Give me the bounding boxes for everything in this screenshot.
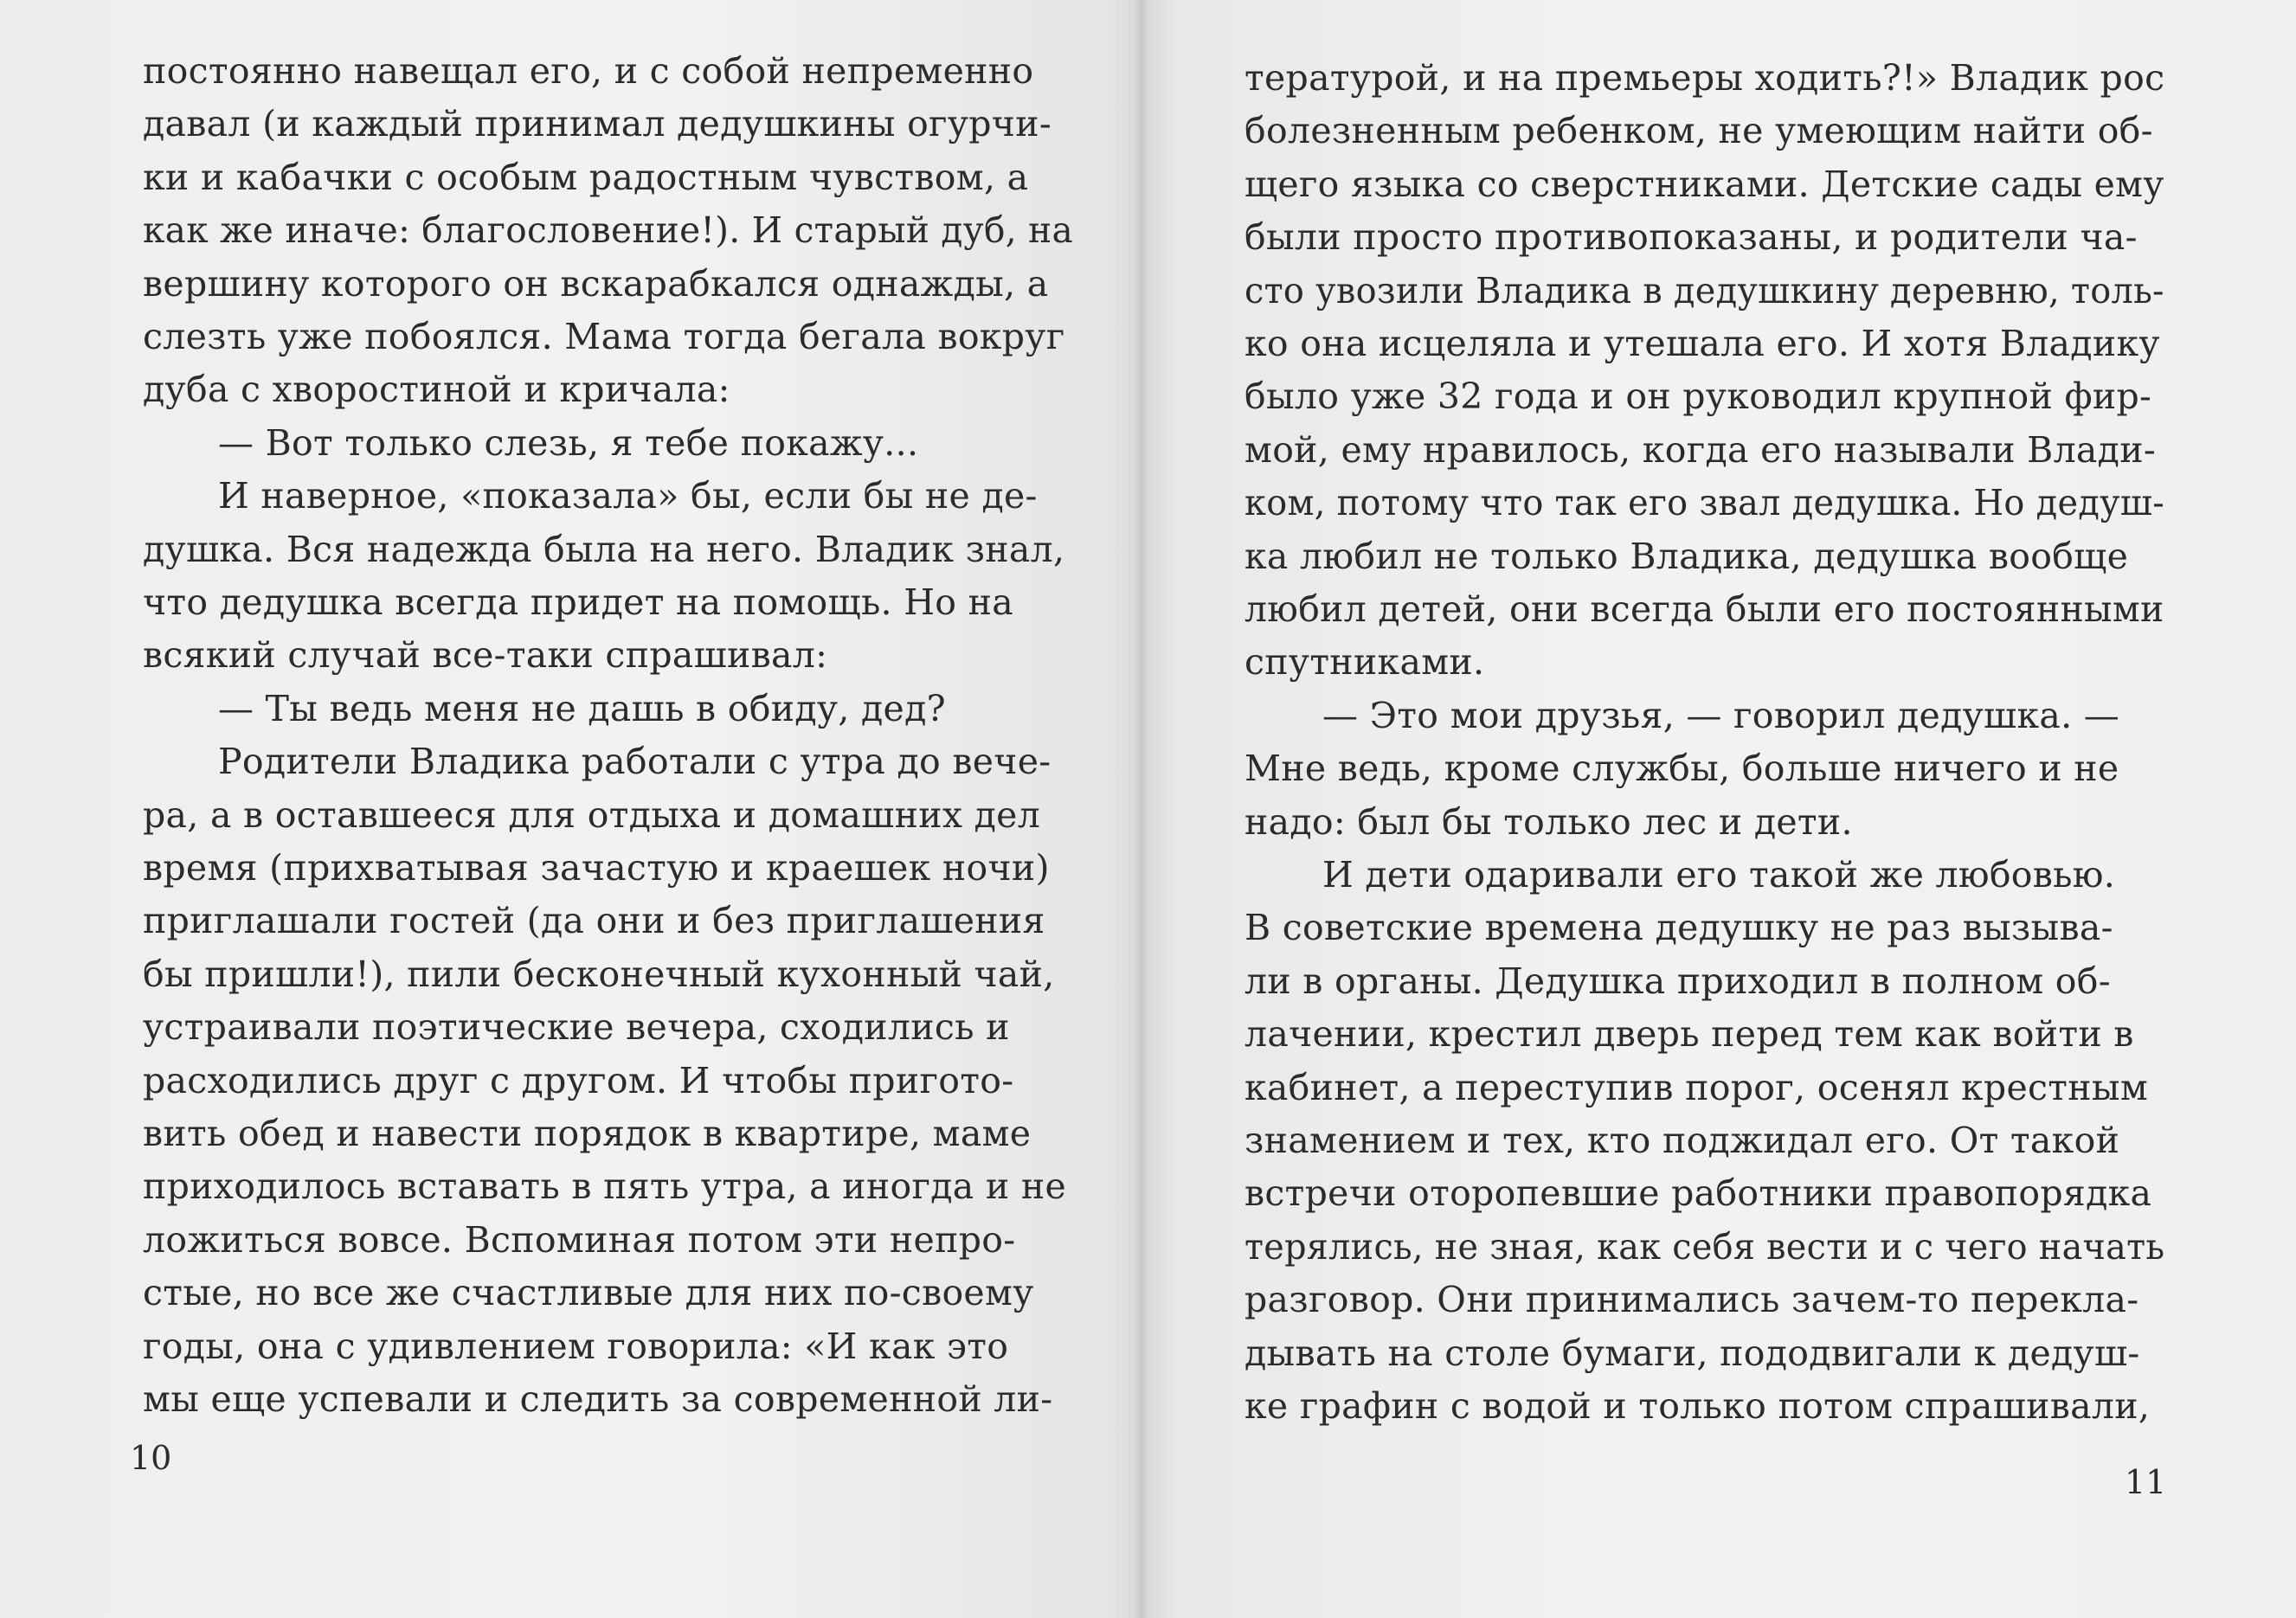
text-line: были просто противопоказаны, и родители ча- (1244, 216, 2138, 259)
text-line: любил детей, они всегда были его постоянными (1244, 588, 2164, 630)
text-line: встречи оторопевшие работники правопорядка (1244, 1172, 2152, 1215)
book-gutter (1134, 0, 1149, 1618)
text-line: всякий случай все-таки спрашивал: (143, 634, 828, 677)
text-line: мой, ему нравилось, когда его называли Влади- (1244, 428, 2156, 471)
text-line: годы, она с удивлением говорила: «И как это (143, 1325, 1009, 1367)
text-line: стые, но все же счастливые для них по-своему (143, 1272, 1034, 1314)
page-number: 10 (130, 1439, 172, 1477)
text-line: дывать на столе бумаги, пододвигали к дедуш- (1244, 1332, 2140, 1374)
text-line: слезть уже побоялся. Мама тогда бегала вокруг (143, 316, 1065, 357)
text-line: — Ты ведь меня не дашь в обиду, дед? (218, 687, 946, 729)
text-line: В советские времена дедушку не раз вызыва- (1244, 907, 2113, 949)
right-page (1141, 0, 2296, 1618)
text-line: приходилось вставать в пять утра, а иногда и не (143, 1165, 1067, 1208)
text-line: ра, а в оставшееся для отдыха и домашних дел (143, 793, 1041, 836)
text-line: дуба с хворостиной и кричала: (143, 369, 730, 411)
text-line: мы еще успевали и следить за современной ли- (143, 1378, 1053, 1420)
text-line: было уже 32 года и он руководил крупной фир- (1244, 376, 2152, 418)
text-line: ке графин с водой и только потом спрашивали, (1244, 1385, 2151, 1427)
text-line: постоянно навещал его, и с собой непременно (143, 50, 1034, 92)
left-page (0, 0, 1141, 1618)
text-line: лачении, крестил дверь перед тем как войти в (1244, 1013, 2134, 1056)
text-line: устраивали поэтические вечера, сходились и (143, 1006, 1010, 1049)
text-line: душка. Вся надежда была на него. Владик знал, (143, 528, 1065, 570)
text-line: Мне ведь, кроме службы, больше ничего и не (1244, 748, 2119, 790)
text-line: давал (и каждый принимал дедушкины огурчи- (143, 103, 1052, 145)
text-line: бы пришли!), пили бесконечный кухонный чай, (143, 953, 1055, 995)
text-line: ко она исцеляла и утешала его. И хотя Владику (1244, 323, 2160, 364)
text-line: вить обед и навести порядок в квартире, маме (143, 1113, 1032, 1154)
text-line: расходились друг с другом. И чтобы пригото- (143, 1059, 1014, 1101)
text-line: что дедушка всегда придет на помощь. Но на (143, 581, 1013, 623)
text-line: как же иначе: благословение!). И старый дуб, на (143, 209, 1074, 252)
text-line: — Вот только слезь, я тебе покажу... (218, 421, 919, 464)
text-line: тературой, и на премьеры ходить?!» Владик рос (1244, 57, 2165, 99)
text-line: И наверное, «показала» бы, если бы не де- (218, 475, 1038, 517)
text-line: ком, потому что так его звал дедушка. Но дедуш- (1244, 482, 2164, 524)
text-line: ли в органы. Дедушка приходил в полном об- (1244, 960, 2111, 1002)
text-line: ка любил не только Владика, дедушка вообще (1244, 535, 2129, 577)
text-line: ложиться вовсе. Вспоминая потом эти непро- (143, 1218, 1016, 1261)
text-line: щего языка со сверстниками. Детские сады ему (1244, 163, 2164, 205)
page-number: 11 (2125, 1463, 2167, 1501)
text-line: разговор. Они принимались зачем-то перекла- (1244, 1279, 2139, 1321)
text-line: знамением и тех, кто поджидал его. От такой (1244, 1120, 2120, 1161)
text-line: терялись, не зная, как себя вести и с чего начать (1244, 1225, 2165, 1268)
text-line: болезненным ребенком, не умеющим найти об- (1244, 110, 2153, 152)
text-line: приглашали гостей (да они и без приглашения (143, 900, 1045, 942)
text-line: ки и кабачки с особым радостным чувством, а (143, 156, 1029, 198)
text-line: вершину которого он вскарабкался однажды, а (143, 262, 1049, 305)
text-line: кабинет, а переступив порог, осенял крестным (1244, 1066, 2149, 1108)
text-line: сто увозили Владика в дедушкину деревню, толь- (1244, 269, 2164, 311)
text-line: надо: был бы только лес и дети. (1244, 800, 1853, 843)
text-line: И дети одаривали его такой же любовью. (1322, 854, 2116, 896)
text-line: спутниками. (1244, 641, 1485, 684)
text-line: — Это мои друзья, — говорил дедушка. — (1322, 694, 2120, 736)
text-line: время (прихватывая зачастую и краешек ночи) (143, 847, 1050, 889)
text-line: Родители Владика работали с утра до вече- (218, 741, 1052, 783)
